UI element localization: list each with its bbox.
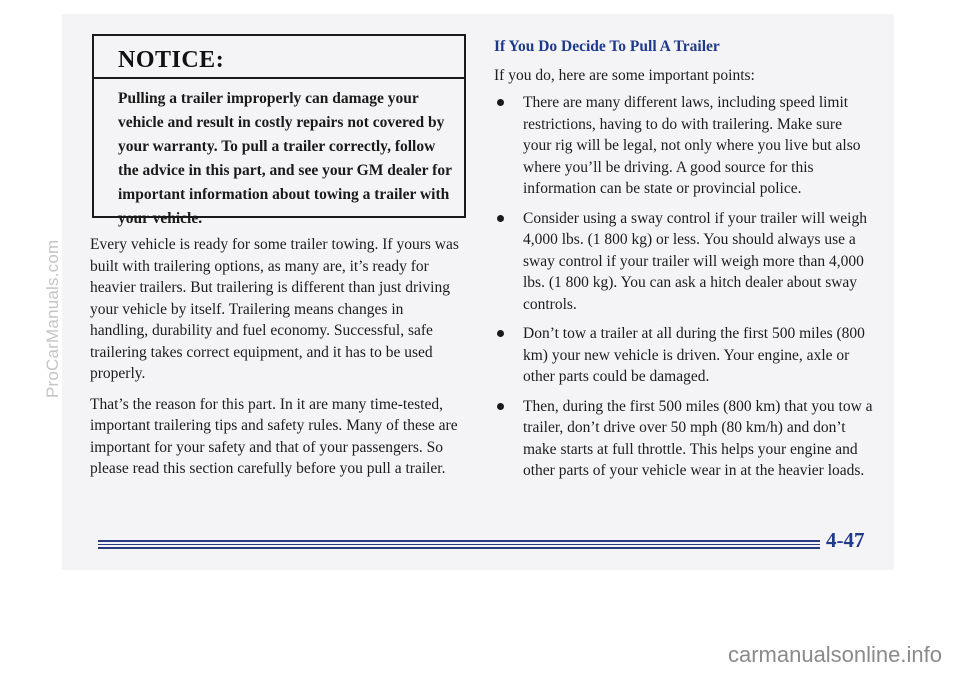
right-column	[494, 36, 874, 490]
paragraph: That’s the reason for this part. In it are many time-tested, important trailering tips and safety rules. Many of these are important for your safety and that of your passengers. So please read this section carefully before you pull a trailer.	[90, 395, 458, 477]
list-item-text: There are many different laws, including speed limit restrictions, having to do with trailering. Make sure your rig will be legal, not only where you live but also where you’ll be driving. A good source for this information can be state or provincial police.	[523, 94, 861, 197]
list-item	[494, 396, 874, 482]
watermark: ProCarManuals.com	[42, 239, 62, 398]
list-item	[494, 208, 874, 316]
left-column	[90, 234, 464, 489]
bullet-icon	[497, 330, 504, 337]
footer-rule	[98, 540, 820, 551]
bullet-icon	[497, 403, 504, 410]
bullet-list	[494, 92, 874, 482]
notice-title: NOTICE:	[94, 36, 464, 79]
paragraph: Every vehicle is ready for some trailer towing. If yours was built with trailering options, as many are, it’s ready for heavier trailers. But trailering is different than just driving your vehicle by itself. Trailering means changes in handling, durability and fuel economy. Successful, safe trailering takes correct equipment, and it has to be used properly.	[90, 236, 459, 382]
notice-text: Pulling a trailer improperly can damage your vehicle and result in costly repairs not covered by your warranty. To pull a trailer correctly, follow the advice in this part, and see your GM dealer for important information about towing a trailer with your vehicle.	[118, 90, 452, 227]
rule-line	[98, 547, 820, 549]
list-item-text: Consider using a sway control if your trailer will weigh 4,000 lbs. (1 800 kg) or less. You should always use a sway control if your trailer will weigh more than 4,000 lbs. (1 800 kg). You can ask a hitch dealer about sway controls.	[523, 209, 867, 313]
section-heading: If You Do Decide To Pull A Trailer	[494, 38, 720, 55]
bullet-icon	[497, 99, 504, 106]
page-number: 4-47	[826, 528, 865, 552]
list-item	[494, 92, 874, 200]
list-item-text: Don’t tow a trailer at all during the first 500 miles (800 km) your new vehicle is driven. Your engine, axle or other parts could be damaged.	[523, 325, 865, 385]
list-item-text: Then, during the first 500 miles (800 km) that you tow a trailer, don’t drive over 50 mph (80 km/h) and don’t make starts at full throttle. This helps your engine and other parts of your vehicle wear in at the heavier loads.	[523, 397, 873, 479]
rule-line	[98, 544, 820, 546]
list-item	[494, 323, 874, 388]
bullet-icon	[497, 215, 504, 222]
intro-text: If you do, here are some important points:	[494, 66, 755, 84]
rule-line	[98, 540, 820, 542]
notice-box	[92, 34, 466, 227]
footer-url: carmanualsonline.info	[727, 642, 942, 667]
